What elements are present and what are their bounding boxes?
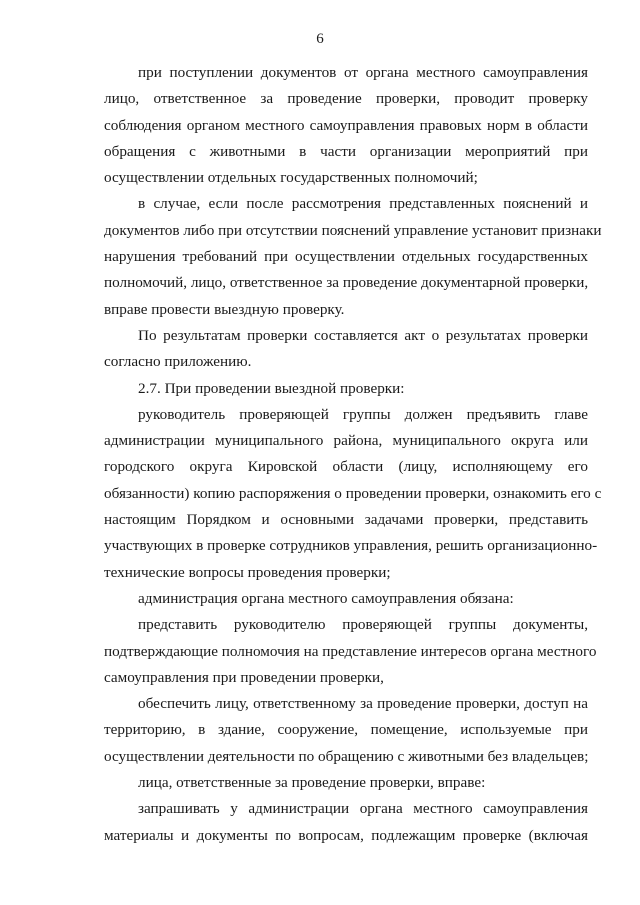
text-line: технические вопросы проведения проверки; — [104, 563, 391, 581]
text-line: соблюдения органом местного самоуправления правовых норм в области — [104, 116, 588, 134]
document-body — [104, 60, 602, 849]
text-line: осуществлении отдельных государственных полномочий; — [104, 169, 478, 187]
text-line: 2.7. При проведении выездной проверки: — [138, 379, 405, 397]
text-line: в случае, если после рассмотрения представленных пояснений и — [138, 195, 588, 213]
text-line: нарушения требований при осуществлении отдельных государственных — [104, 248, 588, 266]
text-line: По результатам проверки составляется акт о результатах проверки — [138, 326, 588, 344]
text-line: согласно приложению. — [104, 353, 252, 371]
text-line: материалы и документы по вопросам, подлежащим проверке (включая — [104, 826, 588, 844]
text-line: обязанности) копию распоряжения о проведении проверки, ознакомить его с — [104, 484, 602, 502]
text-line: полномочий, лицо, ответственное за проведение документарной проверки, — [104, 274, 589, 292]
text-line: представить руководителю проверяющей группы документы, — [138, 616, 588, 634]
text-line: городского округа Кировской области (лицу, исполняющему его — [104, 458, 588, 476]
text-line: запрашивать у администрации органа местного самоуправления — [138, 800, 588, 818]
text-line: территорию, в здание, сооружение, помещение, используемые при — [104, 721, 588, 739]
text-line: подтверждающие полномочия на представление интересов органа местного — [104, 642, 597, 660]
text-line: участвующих в проверке сотрудников управления, решить организационно- — [104, 537, 598, 555]
text-line: администрации муниципального района, муниципального округа или — [104, 432, 588, 450]
text-line: обеспечить лицу, ответственному за проведение проверки, доступ на — [138, 695, 588, 713]
text-line: осуществлении деятельности по обращению с животными без владельцев; — [104, 747, 589, 765]
text-line: вправе провести выездную проверку. — [104, 300, 345, 318]
text-line: обращения с животными в части организации мероприятий при — [104, 142, 588, 160]
text-line: самоуправления при проведении проверки, — [104, 668, 384, 686]
text-line: администрация органа местного самоуправления обязана: — [138, 589, 514, 607]
text-line: документов либо при отсутствии пояснений управление установит признаки — [104, 221, 602, 239]
text-line: при поступлении документов от органа местного самоуправления — [138, 64, 588, 81]
text-line: руководитель проверяющей группы должен предъявить главе — [138, 405, 588, 423]
text-line: лица, ответственные за проведение проверки, вправе: — [138, 774, 486, 792]
text-line: настоящим Порядком и основными задачами проверки, представить — [104, 511, 588, 529]
page-number: 6 — [316, 31, 324, 47]
text-line: лицо, ответственное за проведение проверки, проводит проверку — [104, 90, 588, 108]
